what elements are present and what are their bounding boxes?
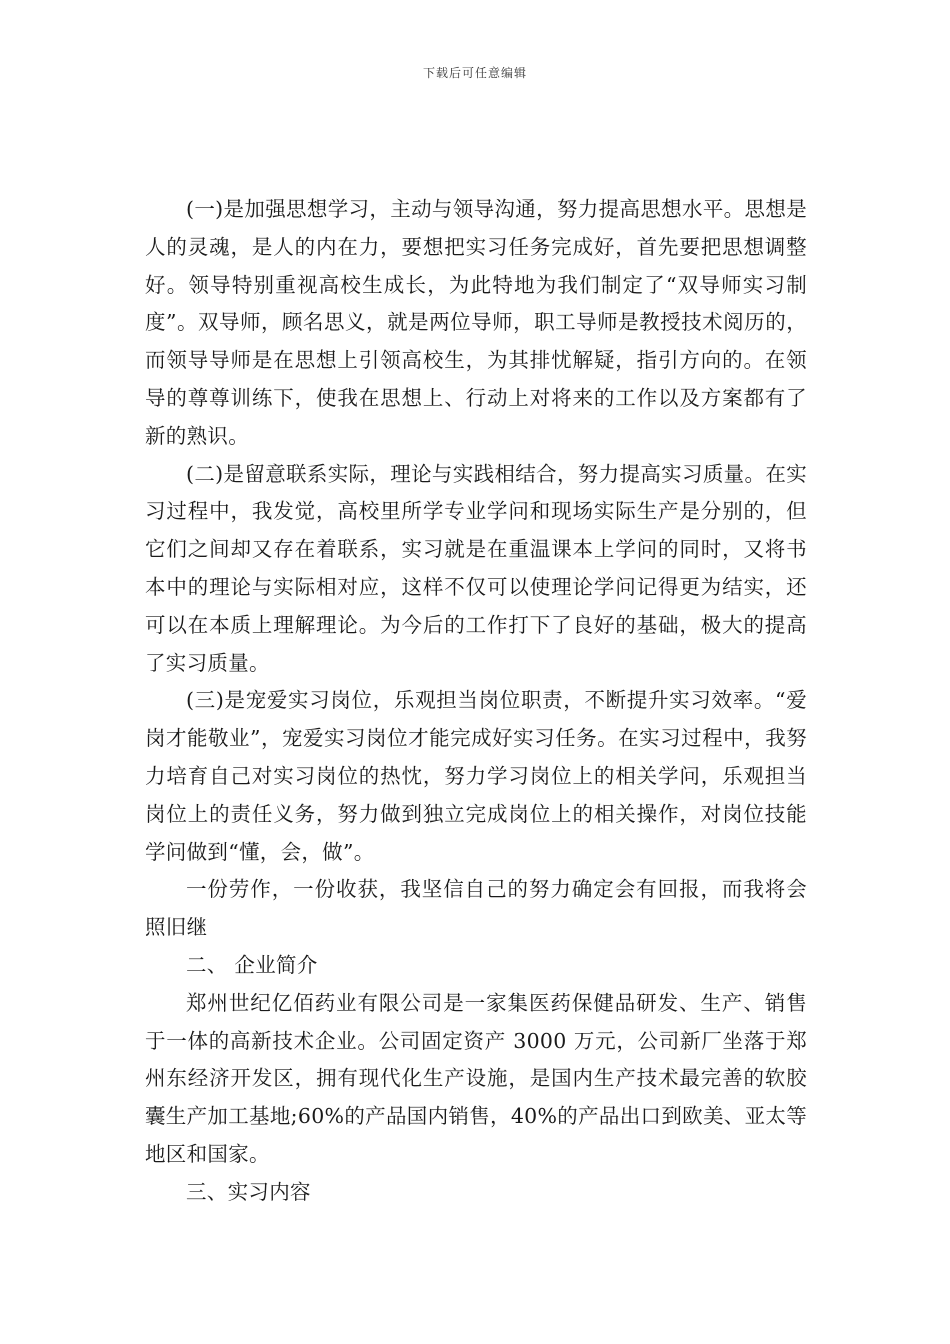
page-header: 下载后可任意编辑 [422,66,527,80]
paragraph-2: (二)是留意联系实际，理论与实践相结合，努力提高实习质量。在实习过程中，我发觉，高校里所学专业学问和现场实际生产是分别的，但它们之间却又存在着联系，实习就是在重温课本上学问的同时，又将书本中的理论与实际相对应，这样不仅可以使理论学问记得更为结实，还可以在本质上理解理论。为今后的工作打下了良好的基础，极大的提高了实习质量。 [145,461,807,675]
section-heading-company: 二、 企业简介 [186,952,318,977]
paragraph-3: (三)是宠爱实习岗位，乐观担当岗位职责，不断提升实习效率。“爱岗才能敬业”，宠爱实习岗位才能完成好实习任务。在实习过程中，我努力培育自己对实习岗位的热忱，努力学习岗位上的相关学问，乐观担当岗位上的责任义务，努力做到独立完成岗位上的相关操作，对岗位技能学问做到“懂，会，做”。 [145,688,807,864]
document-body [145,191,807,1212]
paragraph-4: 一份劳作，一份收获，我坚信自己的努力确定会有回报，而我将会照旧继 [145,877,807,940]
section-heading-content: 三、实习内容 [186,1179,311,1204]
paragraph-company-intro: 郑州世纪亿佰药业有限公司是一家集医药保健品研发、生产、销售于一体的高新技术企业。公司固定资产 3000 万元，公司新厂坐落于郑州东经济开发区，拥有现代化生产设施，是国内生产技术最完善的软胶囊生产加工基地;60%的产品国内销售，40%的产品出口到欧美、亚太等地区和国家。 [145,990,807,1166]
paragraph-1: (一)是加强思想学习，主动与领导沟通，努力提高思想水平。思想是人的灵魂，是人的内在力，要想把实习任务完成好，首先要把思想调整好。领导特别重视高校生成长，为此特地为我们制定了“双导师实习制度”。双导师，顾名思义，就是两位导师，职工导师是教授技术阅历的，而领导导师是在思想上引领高校生，为其排忧解疑，指引方向的。在领导的尊尊训练下，使我在思想上、行动上对将来的工作以及方案都有了新的熟识。 [145,197,807,448]
